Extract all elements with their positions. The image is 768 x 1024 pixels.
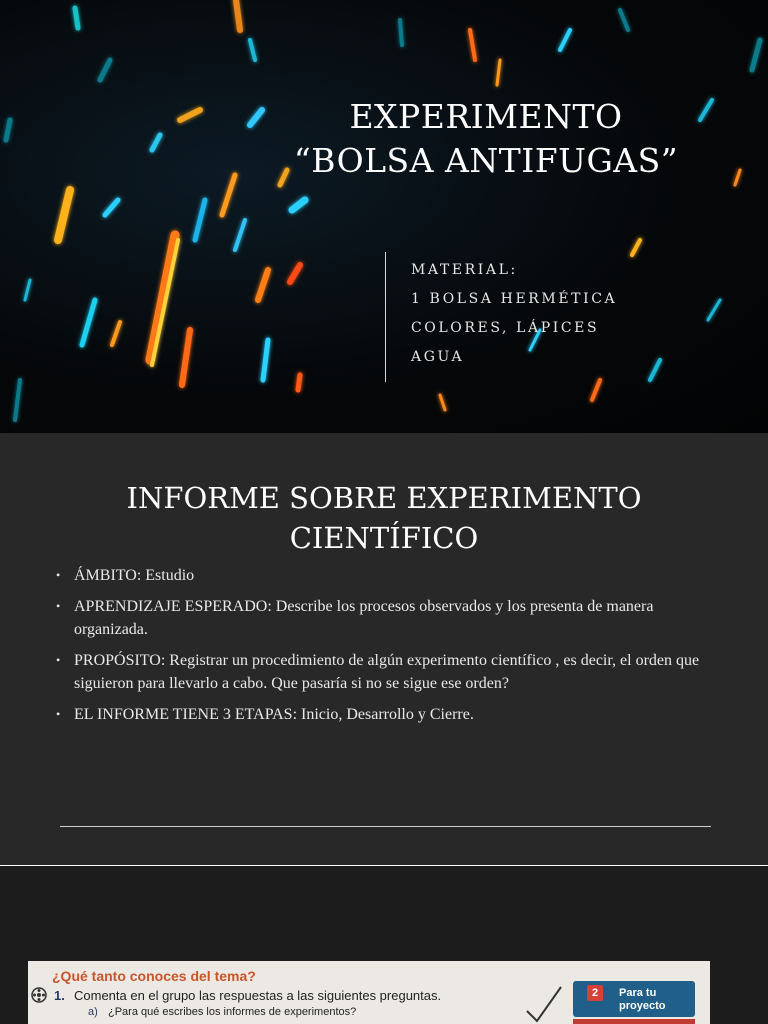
textbook-slide: [0, 866, 768, 1024]
materials-item: COLORES, LÁPICES: [411, 320, 600, 336]
slide-title: [286, 95, 686, 183]
title-slide: [0, 0, 768, 433]
sub-question: ¿Para qué escribes los informes de experimentos?: [108, 1006, 357, 1018]
report-slide: [0, 433, 768, 865]
item-number: 1.: [54, 988, 65, 1003]
horizontal-rule: [60, 826, 711, 827]
bullet-dot: •: [56, 568, 61, 582]
materials-item: MATERIAL:: [411, 262, 518, 278]
light-streaks-image: [0, 0, 768, 433]
textbook-photo: [28, 961, 710, 1024]
materials-item: AGUA: [411, 349, 465, 365]
bullet-dot: •: [56, 653, 61, 667]
project-badge: [573, 981, 695, 1017]
title-line-2: “BOLSA ANTIFUGAS”: [293, 141, 679, 180]
bullet-item: • APRENDIZAJE ESPERADO: Describe los procesos observados y los presenta de manera organizada.: [56, 595, 716, 641]
photo-heading: ¿Qué tanto conoces del tema?: [52, 968, 256, 984]
title-line-1: EXPERIMENTO: [349, 97, 623, 136]
checkmark-icon: [523, 983, 563, 1023]
materials-list: [411, 256, 617, 372]
report-title-line-1: INFORME SOBRE EXPERIMENTO: [126, 481, 642, 515]
bullet-list: [56, 564, 716, 734]
report-title: [0, 478, 768, 558]
item-text: Comenta en el grupo las respuestas a las siguientes preguntas.: [74, 988, 442, 1003]
badge-number: 2: [587, 985, 603, 1001]
bullet-item: • EL INFORME TIENE 3 ETAPAS: Inicio, Desarrollo y Cierre.: [56, 703, 716, 726]
badge-accent-bar: [573, 1019, 695, 1024]
bullet-dot: •: [56, 599, 61, 613]
bullet-item: • ÁMBITO: Estudio: [56, 564, 716, 587]
badge-text: Para tu proyecto: [619, 987, 666, 1012]
group-work-icon: [31, 987, 47, 1003]
sub-letter: a): [88, 1006, 98, 1018]
vertical-divider: [385, 252, 386, 382]
report-title-line-2: CIENTÍFICO: [289, 521, 479, 555]
bullet-dot: •: [56, 707, 61, 721]
materials-item: 1 BOLSA HERMÉTICA: [411, 291, 618, 307]
bullet-item: • PROPÓSITO: Registrar un procedimiento de algún experimento científico , es decir, el orden que siguieron para llevarlo a cabo. Que pasaría si no se sigue ese orden?: [56, 649, 716, 695]
